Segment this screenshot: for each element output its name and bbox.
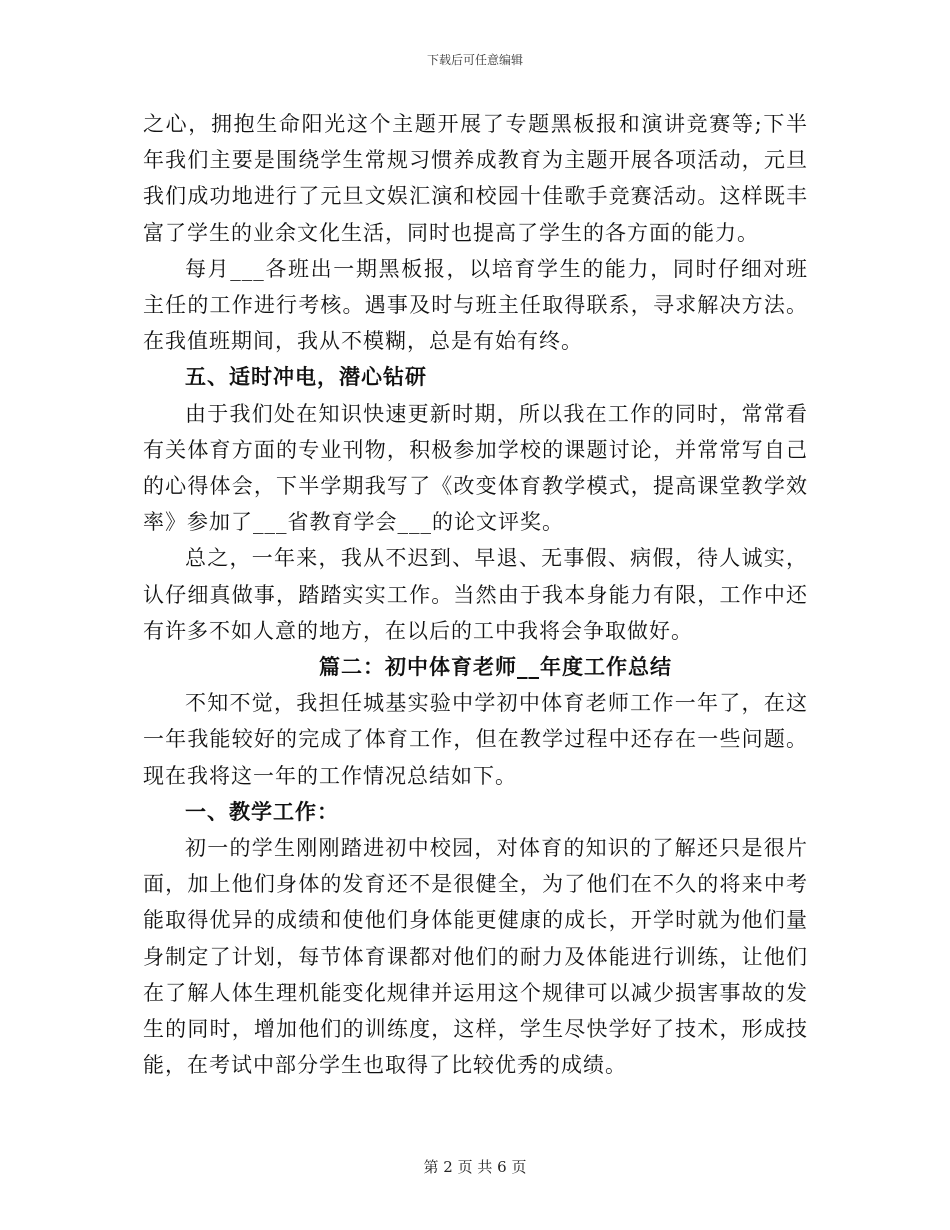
paragraph-blackboard: 每月___各班出一期黑板报，以培育学生的能力，同时仔细对班主任的工作进行考核。遇事及时与班主任取得联系，寻求解决方法。在我值班期间，我从不模糊，总是有始有终。 xyxy=(143,256,808,354)
paragraph-continued: 之心，拥抱生命阳光这个主题开展了专题黑板报和演讲竞赛等;下半年我们主要是围绕学生常规习惯养成教育为主题开展各项活动，元旦我们成功地进行了元旦文娱汇演和校园十佳歌手竞赛活动。这样既丰富了学生的业余文化生活，同时也提高了学生的各方面的能力。 xyxy=(143,112,808,245)
paragraph-study: 由于我们处在知识快速更新时期，所以我在工作的同时，常常看有关体育方面的专业刊物，积极参加学校的课题讨论，并常常写自己的心得体会，下半学期我写了《改变体育教学模式，提高课堂教学效率》参加了___省教育学会___的论文评奖。 xyxy=(143,401,808,535)
section-heading-five: 五、适时冲电，潜心钻研 xyxy=(185,365,427,390)
article-title: 篇二：初中体育老师__年度工作总结 xyxy=(319,655,672,680)
page-footer: 第 2 页 共 6 页 xyxy=(423,1158,527,1176)
section-heading-one: 一、教学工作： xyxy=(185,799,339,824)
paragraph-summary: 总之，一年来，我从不迟到、早退、无事假、病假，待人诚实，认仔细真做事，踏踏实实工作。当然由于我本身能力有限，工作中还有许多不如人意的地方，在以后的工中我将会争取做好。 xyxy=(143,546,808,643)
paragraph-teaching: 初一的学生刚刚踏进初中校园，对体育的知识的了解还只是很片面，加上他们身体的发育还不是很健全，为了他们在不久的将来中考能取得优异的成绩和使他们身体能更健康的成长，开学时就为他们量身制定了计划，每节体育课都对他们的耐力及体能进行训练，让他们在了解人体生理机能变化规律并运用这个规律可以减少损害事故的发生的同时，增加他们的训练度，这样，学生尽快学好了技术，形成技能，在考试中部分学生也取得了比较优秀的成绩。 xyxy=(143,836,808,1078)
page-header: 下载后可任意编辑 xyxy=(426,53,523,67)
page-content xyxy=(143,106,808,1083)
paragraph-intro: 不知不觉，我担任城基实验中学初中体育老师工作一年了，在这一年我能较好的完成了体育工作，但在教学过程中还存在一些问题。现在我将这一年的工作情况总结如下。 xyxy=(143,691,808,788)
